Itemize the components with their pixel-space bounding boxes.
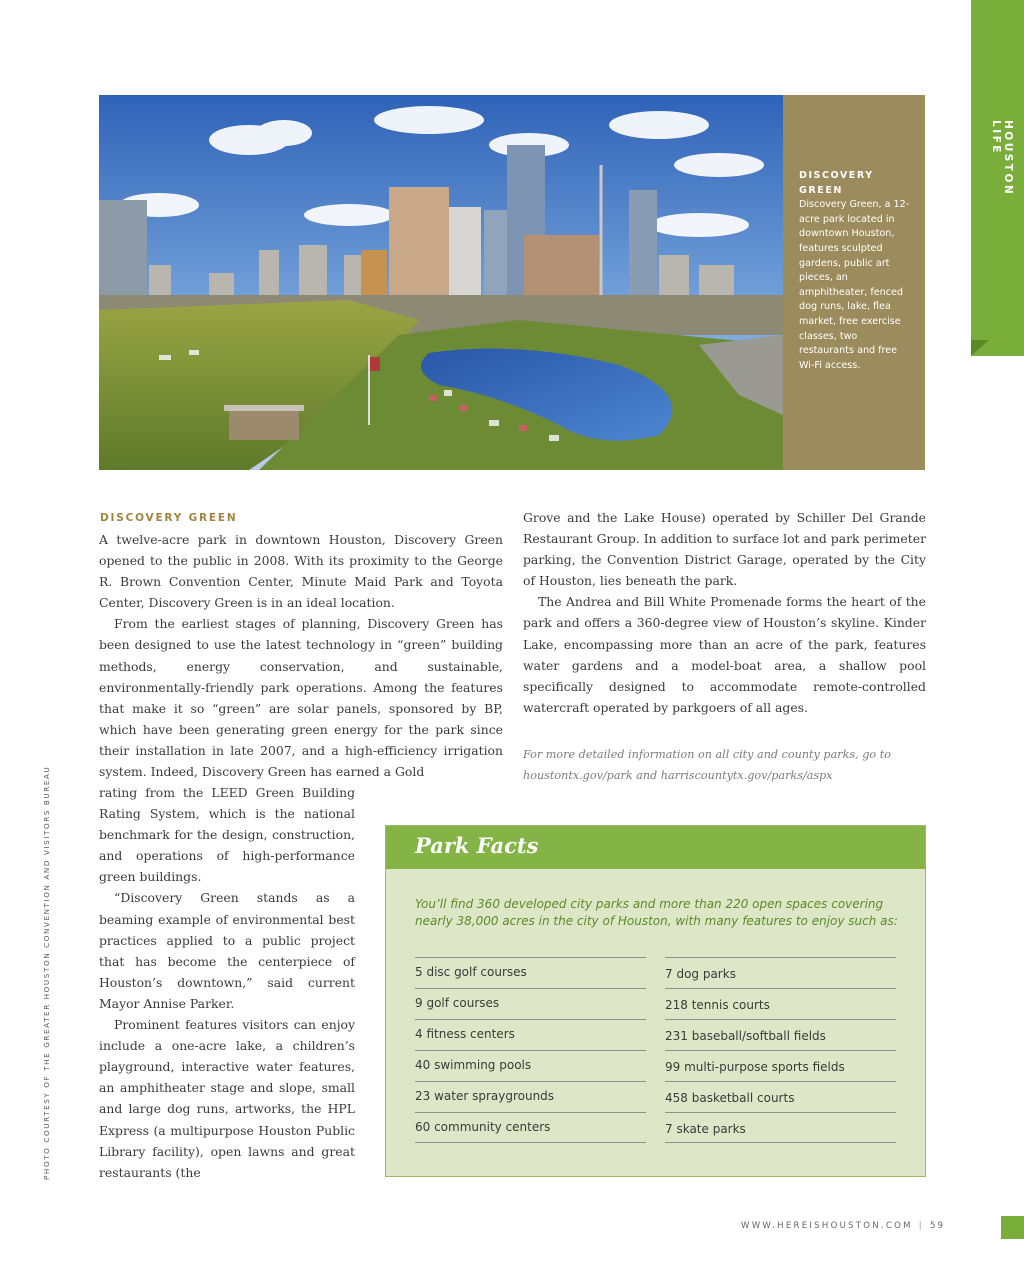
page-footer [741, 1221, 945, 1231]
park-facts-left-list [415, 957, 646, 1144]
article-paragraph: From the earliest stages of planning, Discovery Green has been designed to use the latest technology in “green” building methods, energy conservation, and sustainable, environmentally-friendly park operations. Among the features that make it so “green” are solar panels, sponsored by BP, which have been generating green energy for the park since their installation in late 2007, and a high-efficiency irrigation system. Indeed, Discovery Green has earned a Gold [99, 616, 503, 780]
footer-url: WWW.HEREISHOUSTON.COM [741, 1221, 913, 1231]
page-number: 59 [929, 1221, 946, 1231]
park-facts-right-list [665, 957, 896, 1144]
article-paragraph: Prominent features visitors can enjoy include a one-acre lake, a children’s playground, interactive water features, an amphitheater stage and slope, small and large dog runs, artworks, the HPL Express (a multipurpose Houston Public Library facility), open lawns and great restaurants (the [99, 1017, 355, 1180]
article-paragraph: “Discovery Green stands as a beaming example of environmental best practices applied to a public project that has become the centerpiece of Houston’s downtown,” said current Mayor Annise Parker. [99, 890, 355, 1011]
article-column-1 [99, 529, 503, 782]
list-item: 458 basketball courts [665, 1081, 896, 1111]
park-facts-box [385, 825, 926, 1177]
park-facts-title: Park Facts [415, 833, 539, 858]
article-column-2 [523, 507, 926, 718]
more-info-note: For more detailed information on all city and county parks, go to houstontx.gov/park and harriscountytx.gov/parks/aspx [523, 748, 891, 782]
photo-caption [783, 95, 925, 470]
photo-credit: PHOTO COURTESY OF THE GREATER HOUSTON CONVENTION AND VISITORS BUREAU [42, 765, 51, 1180]
list-item: 218 tennis courts [665, 988, 896, 1018]
footer-separator: | [918, 1221, 924, 1231]
caption-title: DISCOVERY GREEN [799, 170, 874, 196]
article-paragraph: Grove and the Lake House) operated by Schiller Del Grande Restaurant Group. In addition to surface lot and park perimeter parking, the Convention District Garage, operated by the City of Houston, lies beneath the park. [523, 510, 926, 589]
list-item: 4 fitness centers [415, 1019, 646, 1049]
discovery-green-photo [99, 95, 783, 470]
article-paragraph: A twelve-acre park in downtown Houston, Discovery Green opened to the public in 2008. With its proximity to the George R. Brown Convention Center, Minute Maid Park and Toyota Center, Discovery Green is in an ideal location. [99, 532, 503, 611]
side-tab-fold [971, 340, 989, 356]
list-item: 23 water spraygrounds [415, 1081, 646, 1111]
list-item: 7 dog parks [665, 957, 896, 987]
list-item: 99 multi-purpose sports fields [665, 1050, 896, 1080]
list-item: 231 baseball/softball fields [665, 1019, 896, 1049]
list-item: 40 swimming pools [415, 1050, 646, 1080]
article-heading: DISCOVERY GREEN [100, 512, 238, 524]
list-item: 5 disc golf courses [415, 957, 646, 987]
footer-color-block [1001, 1216, 1024, 1239]
list-item: 7 skate parks [665, 1112, 896, 1143]
article-column-1-continued [99, 782, 355, 1183]
article-paragraph: The Andrea and Bill White Promenade forms the heart of the park and offers a 360-degree view of Houston’s skyline. Kinder Lake, encompassing more than an acre of the park, features water gardens and a model-boat area, a shallow pool specifically designed to accommodate remote-controlled watercraft operated by parkgoers of all ages. [523, 594, 926, 715]
article-paragraph: rating from the LEED Green Building Rating System, which is the national benchmark for the design, construction, and operations of high-performance green buildings. [99, 785, 355, 885]
list-item: 60 community centers [415, 1112, 646, 1143]
park-facts-intro: You’ll find 360 developed city parks and more than 220 open spaces covering nearly 38,000 acres in the city of Houston, with many features to enjoy such as: [415, 897, 898, 928]
park-facts-header [386, 826, 925, 869]
caption-text: Discovery Green, a 12-acre park located in downtown Houston, features sculpted gardens, public art pieces, an amphitheater, fenced dog runs, lake, flea market, free exercise classes, two restaurants and free Wi-Fi access. [799, 199, 910, 371]
list-item: 9 golf courses [415, 988, 646, 1018]
side-tab-label: HOUSTON LIFE [990, 120, 1014, 197]
